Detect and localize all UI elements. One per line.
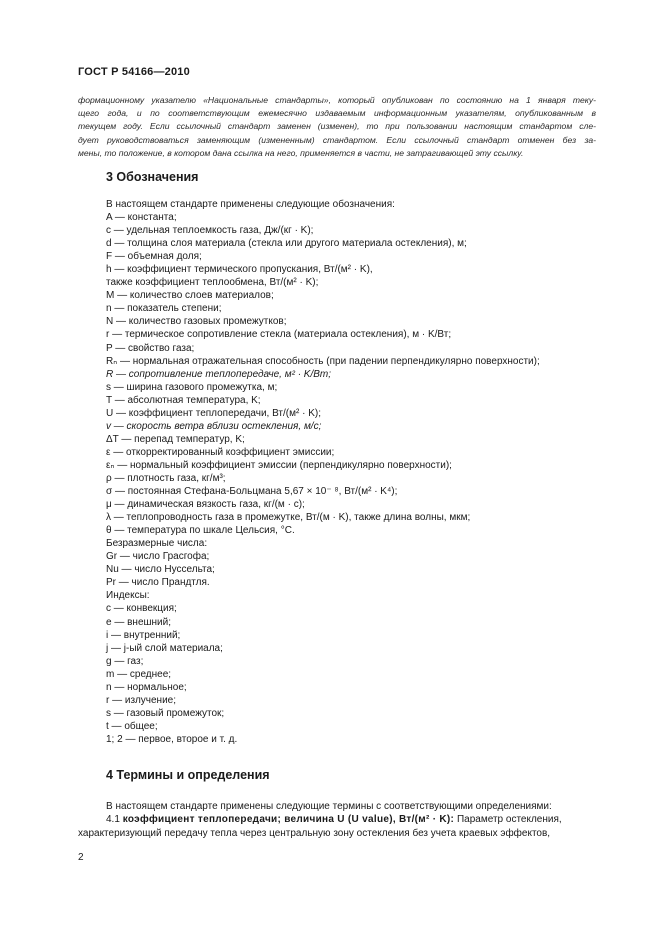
symbol-item: Безразмерные числа: [106,538,208,550]
symbol-item: r — термическое сопротивление стекла (материала остекления), м · K/Вт; [106,329,452,341]
section-4-body [78,800,596,840]
intro-line: щего года, и по соответствующим ежемесячно издаваемым информационным указателям, опубликованным в [78,108,596,119]
symbol-item: n — показатель степени; [106,303,222,315]
symbol-item: n — нормальное; [106,681,187,693]
symbol-item: ρ — плотность газа, кг/м³; [106,472,226,484]
symbol-item: P — свойство газа; [106,342,195,354]
symbol-item: Pr — число Прандтля. [106,577,210,589]
intro-line: дует руководствоваться заменяющим (измененным) стандартом. Если ссылочный стандарт отменен без за- [78,134,596,145]
symbol-item: s — газовый промежуток; [106,707,225,719]
symbol-item: A — константа; [106,212,177,224]
term-4-1 [78,813,596,826]
symbol-item: 1; 2 — первое, второе и т. д. [106,733,238,745]
symbol-item: d — толщина слоя материала (стекла или другого материала остекления), м; [106,238,467,250]
symbol-item: ε — откорректированный коэффициент эмиссии; [106,446,335,458]
symbol-item: M — количество слоев материалов; [106,290,274,302]
page-number: 2 [78,852,84,863]
section-4-title: 4 Термины и определения [106,768,270,782]
document-header: ГОСТ Р 54166—2010 [78,66,190,78]
symbol-item: i — внутренний; [106,629,181,641]
symbol-item: λ — теплопроводность газа в промежутке, Вт/(м · K), также длина волны, мкм; [106,512,471,524]
symbol-item: θ — температура по шкале Цельсия, °C. [106,525,295,537]
term-number: 4.1 [106,814,120,826]
symbol-item: Nu — число Нуссельта; [106,564,215,576]
term-definition-continued: характеризующий передачу тепла через центральную зону остекления без учета краевых эффектов, [78,827,551,839]
term-definition-start: Параметр остекления, [456,814,562,826]
symbol-item: также коэффициент теплообмена, Вт/(м² · K); [106,277,319,289]
symbol-item: Gr — число Грасгофа; [106,551,210,563]
symbol-item: j — j-ый слой материала; [106,642,223,654]
symbol-item: T — абсолютная температура, K; [106,394,261,406]
symbol-item: m — среднее; [106,668,172,680]
symbol-item: U — коэффициент теплопередачи, Вт/(м² · K); [106,407,321,419]
section-3-title: 3 Обозначения [106,170,199,184]
intro-line: текущем году. Если ссылочный стандарт заменен (изменен), то при пользовании настоящим стандартом сле- [78,121,596,132]
symbols-list [106,198,606,746]
intro-line: формационному указателю «Национальные стандарты», который опубликован по состоянию на 1 января теку- [78,95,596,105]
symbol-item: g — газ; [106,655,144,667]
intro-paragraph [78,94,596,160]
symbol-item: e — внешний; [106,616,172,628]
symbol-item: h — коэффициент термического пропускания, Вт/(м² · K), [106,264,373,276]
symbol-item: r — излучение; [106,694,176,706]
symbol-item: R — сопротивление теплопередаче, м² · K/Вт; [106,368,332,380]
term-name: коэффициент теплопередачи; величина U (U value), Вт/(м² · K): [122,814,455,826]
symbol-item: εₙ — нормальный коэффициент эмиссии (перпендикулярно поверхности); [106,459,452,471]
symbol-item: σ — постоянная Стефана-Больцмана 5,67 × 10⁻ ⁸, Вт/(м² · K⁴); [106,486,398,498]
symbol-item: t — общее; [106,720,158,732]
symbol-item: μ — динамическая вязкость газа, кг/(м · с); [106,499,305,511]
symbol-item: F — объемная доля; [106,251,202,263]
intro-line: мены, то положение, в котором дана ссылка на него, применяется в части, не затрагивающей эту ссылку. [78,147,524,158]
symbol-item: В настоящем стандарте применены следующие обозначения: [106,199,395,210]
symbol-item: ΔT — перепад температур, K; [106,433,245,445]
symbol-item: v — скорость ветра вблизи остекления, м/с; [106,420,322,432]
symbol-item: Rₙ — нормальная отражательная способность (при падении перпендикулярно поверхности); [106,355,540,367]
section-4-intro: В настоящем стандарте применены следующие термины с соответствующими определениями: [106,801,552,812]
symbol-item: N — количество газовых промежутков; [106,316,287,328]
symbol-item: Индексы: [106,590,150,602]
symbol-item: s — ширина газового промежутка, м; [106,381,278,393]
symbol-item: c — конвекция; [106,603,177,615]
symbol-item: c — удельная теплоемкость газа, Дж/(кг · K); [106,225,314,237]
